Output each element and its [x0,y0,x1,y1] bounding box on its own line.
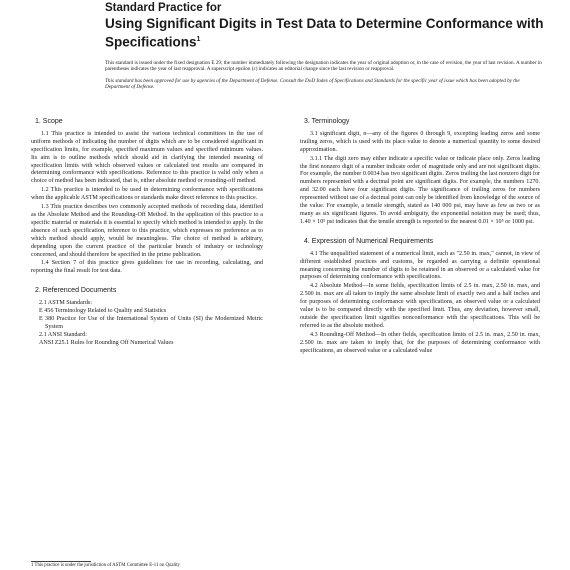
footnote-divider [31,561,91,562]
paragraph-4-2: 4.2 Absolute Method—In some fields, specification limits of 2.5 in. max, 2.50 in. max, and 2.500 in. max are all taken to imply the same absolute limit of exactly two and a half inches and for purposes of determining conformance with specifications, an observed value or a calculated value is to be compared directly with the specified limit. Thus, any deviation, however small, outside the specification limit signifies nonconformance with the specifications. This will be referred to as the absolute method. [300,283,540,329]
reference-item: 2.1 ANSI Standard: [39,331,87,338]
reference-item: ANSI Z25.1 Rules for Rounding Off Numerical Values [39,339,174,346]
paragraph-4-1: 4.1 The unqualified statement of a numerical limit, such as "2.50 in. max," cannot, in view of different established practices and customs, be regarded as carrying a definite operational meaning concerning the number of digits to be retained in an observed or a calculated value for purposes of determining conformance with specifications. [300,250,540,281]
paragraph-1-4: 1.4 Section 7 of this practice gives guidelines for use in recording, calculating, and reporting the final result for test data. [31,260,263,275]
paragraph-3-1: 3.1 significant digit, n—any of the figures 0 through 9, excepting leading zeros and some trailing zeros, which is used with its place value to denote a numerical quantity to some desired approximation. [300,130,540,153]
document-header [105,0,545,90]
section-heading-expression: 4. Expression of Numerical Requirements [304,237,434,245]
reference-item: 2.1 ASTM Standards: [39,300,92,307]
document-title-text: Using Significant Digits in Test Data to Determine Conformance with Specifications [105,16,544,50]
footnote: 1 This practice is under the jurisdiction of ASTM Committee E-11 on Quality [31,563,180,568]
section-heading-scope: 1. Scope [35,118,63,125]
paragraph-1-3: 1.3 This practice describes two commonly accepted methods of recording data, identified as the Absolute Method and the Rounding-Off Method. In the application of this practice to a specific material or materials it is essential to specify which method is intended to apply. In the absence of such specification, reference to this practice, which expresses no preference as to which method should apply, would be meaningless. The choice of method is arbitrary, depending upon the current practice of the particular branch of industry or technology concerned, and should therefore be specified in the prime publication. [31,204,263,258]
paragraph-1-1: 1.1 This practice is intended to assist the various technical committees in the use of uniform methods of indicating the number of digits which are to be considered significant in specification limits, for example, specified maximum values and specified minimum values. Its aim is to outline methods which should aid in clarifying the intended meaning of specification limits with which observed values or calculated test results are compared in determining conformance with specifications. Reference to this practice is valid only when a choice of method has been indicated, that is, either absolute method or rounding-off method. [31,130,263,185]
section-heading-terminology: 3. Terminology [304,118,350,125]
reference-item: E 456 Terminology Related to Quality and Statistics [39,308,167,315]
paragraph-3-1-1: 3.1.1 The digit zero may either indicate a specific value or indicate place only. Zeros leading the first nonzero digit of a number indicate order of magnitude only and are not significant digits. For example, the number 0.0034 has two significant digits. Zeros trailing the last nonzero digit for numbers represented with a decimal point are significant digits. For example, the numbers 1270. and 32.00 each have four significant digits. The significance of trailing zeros for numbers represented without use of a decimal point can only be identified from knowledge of the source of the value. For example, a tensile strength, stated as 140 000 psi, may have as few as two or as many as six significant figures. To avoid ambiguity, the exponential notation may be used; thus, 1.40 × 10⁵ psi indicates that the tensile strength is reported to the nearest 0.01 × 10⁵ or 1000 psi. [300,155,540,225]
reference-list [31,300,263,347]
designation-notice: This standard is issued under the fixed designation E 29; the number immediately following the designation indicates the year of original adoption or, in the case of revision, the year of last revision. A number in parentheses indicates the year of last reapproval. A superscript epsilon (ε) indicates an editorial change since the last revision or reapproval. [105,59,542,72]
section-heading-references: 2. Referenced Documents [35,287,117,295]
document-title [105,16,545,51]
right-column [300,118,540,356]
title-footnote-mark: 1 [196,36,201,43]
pre-title: Standard Practice for [105,2,222,14]
dod-notice: This standard has been approved for use by agencies of the Department of Defense. Consult the DoD Index of Specifications and Standards for the specific year of issue which has been adopted by the Department of Defense. [105,77,520,91]
paragraph-1-2: 1.2 This practice is intended to be used in determining conformance with specifications when the applicable ASTM specifications or standards make direct reference to this practice. [31,187,263,202]
paragraph-4-3: 4.3 Rounding-Off Method—In other fields, specification limits of 2.5 in. max, 2.50 in. max, 2.500 in. max are taken to imply that, for the purposes of determining conformance with specifications, an observed value or a calculated value [300,331,540,354]
reference-item: E 380 Practice for Use of the International System of Units (SI) the Modernized Metric System [39,315,263,330]
left-column [31,118,263,348]
